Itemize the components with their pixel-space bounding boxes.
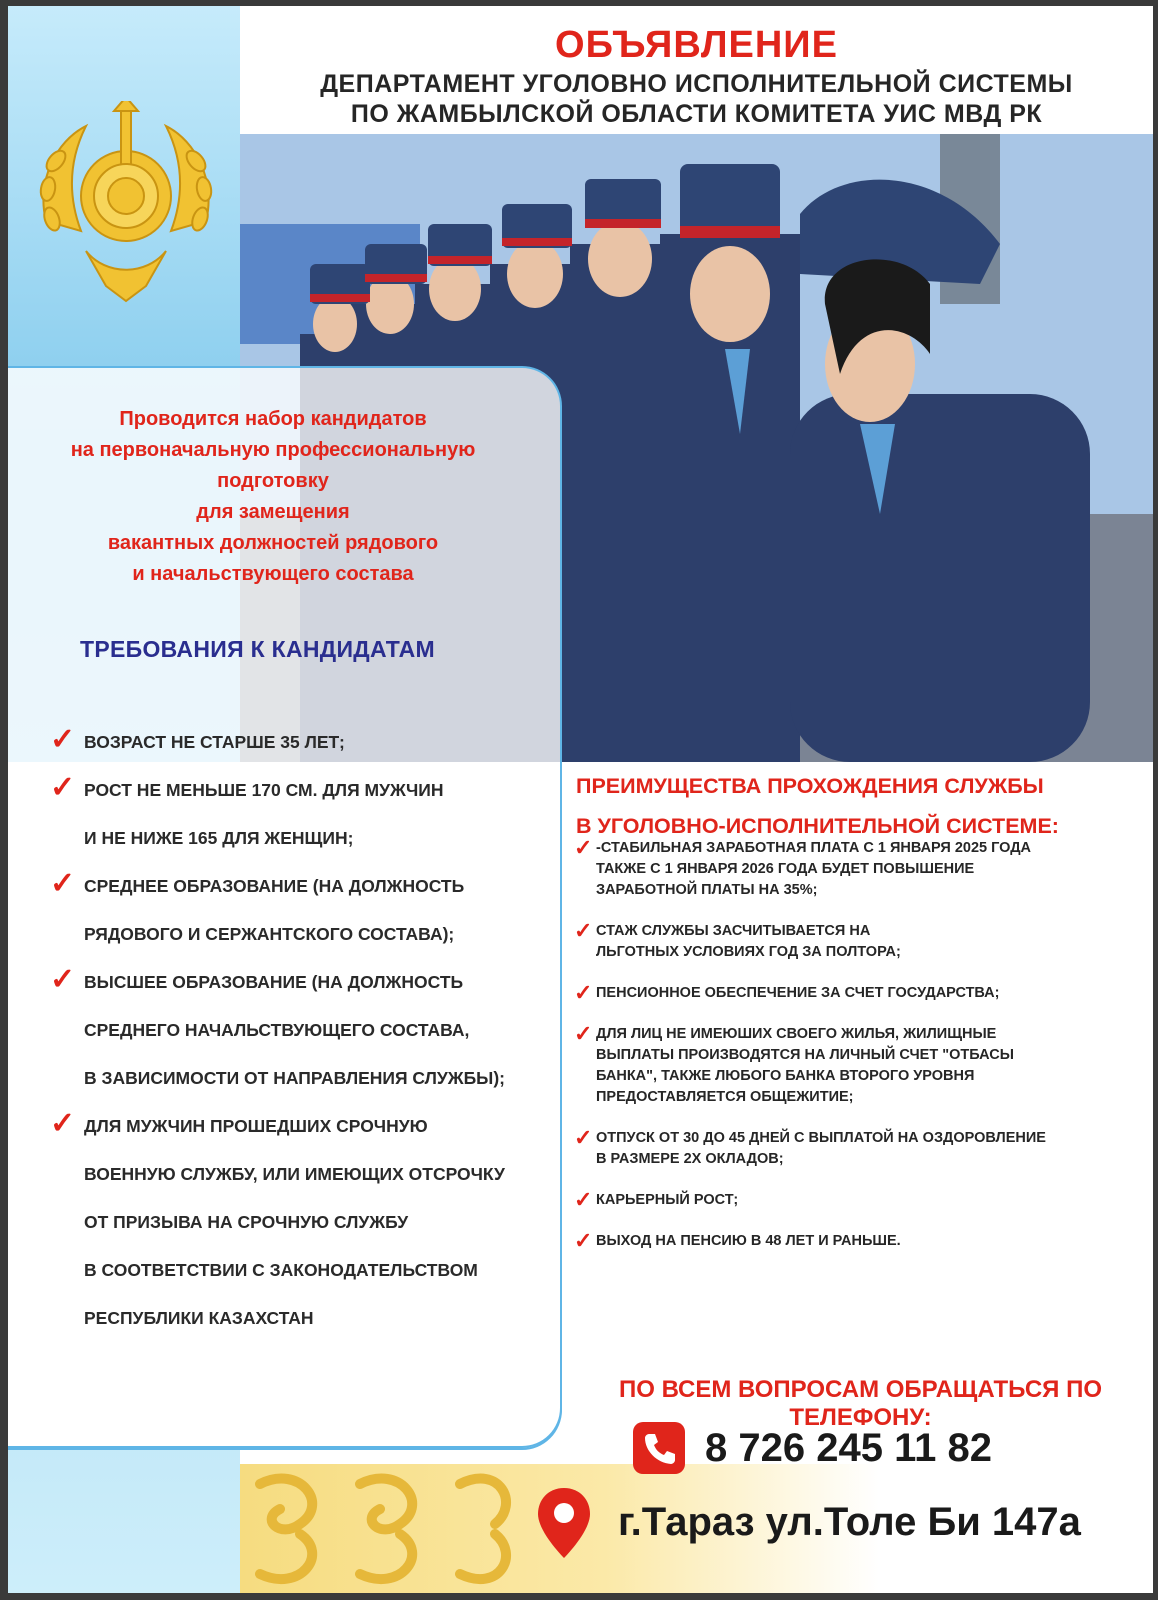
requirement-line: ОТ ПРИЗЫВА НА СРОЧНУЮ СЛУЖБУ <box>84 1212 409 1232</box>
advantage-line: СТАЖ СЛУЖБЫ ЗАСЧИТЫВАЕТСЯ НА <box>596 923 871 939</box>
checkmark-icon: ✓ <box>574 1228 593 1253</box>
advantage-line: БАНКА", ТАКЖЕ ЛЮБОГО БАНКА ВТОРОГО УРОВНЯ <box>596 1068 975 1084</box>
advantage-line: ПЕНСИОННОЕ ОБЕСПЕЧЕНИЕ ЗА СЧЕТ ГОСУДАРСТВА; <box>596 985 1000 1001</box>
address-text: г.Тараз ул.Толе Би 147а <box>618 1500 1081 1544</box>
checkmark-icon: ✓ <box>574 1125 593 1150</box>
advantages-list <box>574 835 1144 1272</box>
poster <box>8 6 1153 1593</box>
recruitment-line: и начальствующего состава <box>132 563 414 585</box>
requirement-line: В СООТВЕТСТВИИ С ЗАКОНОДАТЕЛЬСТВОМ <box>84 1260 478 1280</box>
advantage-line: ВЫХОД НА ПЕНСИЮ В 48 ЛЕТ И РАНЬШЕ. <box>596 1233 901 1249</box>
department-line-2: ПО ЖАМБЫЛСКОЙ ОБЛАСТИ КОМИТЕТА УИС МВД РК <box>350 100 1043 128</box>
location-pin-icon <box>534 1486 594 1561</box>
contact-title: ПО ВСЕМ ВОПРОСАМ ОБРАЩАТЬСЯ ПО ТЕЛЕФОНУ: <box>619 1376 1102 1431</box>
requirement-line: РОСТ НЕ МЕНЬШЕ 170 СМ. ДЛЯ МУЖЧИН <box>84 780 444 800</box>
requirement-line: ВЫСШЕЕ ОБРАЗОВАНИЕ (НА ДОЛЖНОСТЬ <box>84 972 464 992</box>
advantage-line: ПРЕДОСТАВЛЯЕТСЯ ОБЩЕЖИТИЕ; <box>596 1089 854 1105</box>
requirement-line: И НЕ НИЖЕ 165 ДЛЯ ЖЕНЩИН; <box>84 828 354 848</box>
advantage-item <box>574 1187 1144 1212</box>
recruitment-line: вакантных должностей рядового <box>107 532 439 554</box>
advantage-line: ОТПУСК ОТ 30 ДО 45 ДНЕЙ С ВЫПЛАТОЙ НА ОЗДОРОВЛЕНИЕ <box>596 1130 1046 1146</box>
recruitment-line: на первоначальную профессиональную <box>70 439 476 461</box>
advantages-title-line: В УГОЛОВНО-ИСПОЛНИТЕЛЬНОЙ СИСТЕМЕ: <box>576 814 1059 838</box>
announcement-title: ОБЪЯВЛЕНИЕ <box>555 24 838 66</box>
requirement-line: СРЕДНЕГО НАЧАЛЬСТВУЮЩЕГО СОСТАВА, <box>84 1020 470 1040</box>
requirement-line: В ЗАВИСИМОСТИ ОТ НАПРАВЛЕНИЯ СЛУЖБЫ); <box>84 1068 505 1088</box>
phone-icon <box>633 1422 685 1474</box>
department-line-1: ДЕПАРТАМЕНТ УГОЛОВНО ИСПОЛНИТЕЛЬНОЙ СИСТЕМЫ <box>320 70 1073 98</box>
ornament-icon <box>240 1464 520 1593</box>
requirement-line: ДЛЯ МУЖЧИН ПРОШЕДШИХ СРОЧНУЮ <box>84 1116 428 1136</box>
requirement-line: РЕСПУБЛИКИ КАЗАХСТАН <box>84 1308 314 1328</box>
advantage-line: ЛЬГОТНЫХ УСЛОВИЯХ ГОД ЗА ПОЛТОРА; <box>596 944 901 960</box>
checkmark-icon: ✓ <box>50 1107 76 1140</box>
requirement-line: СРЕДНЕЕ ОБРАЗОВАНИЕ (НА ДОЛЖНОСТЬ <box>84 876 465 896</box>
advantage-line: КАРЬЕРНЫЙ РОСТ; <box>596 1192 739 1208</box>
requirements-title: ТРЕБОВАНИЯ К КАНДИДАТАМ <box>80 636 436 662</box>
recruitment-line: Проводится набор кандидатов <box>119 408 427 430</box>
advantages-title-line: ПРЕИМУЩЕСТВА ПРОХОЖДЕНИЯ СЛУЖБЫ <box>576 774 1044 798</box>
requirement-item <box>50 958 560 1102</box>
requirement-line: ВОЗРАСТ НЕ СТАРШЕ 35 ЛЕТ; <box>84 732 345 752</box>
advantage-item <box>574 1021 1144 1108</box>
advantage-item <box>574 835 1144 901</box>
checkmark-icon: ✓ <box>50 867 76 900</box>
requirement-item <box>50 718 560 766</box>
requirement-item <box>50 862 560 958</box>
advantage-item <box>574 1125 1144 1170</box>
advantage-item <box>574 980 1144 1005</box>
advantage-line: В РАЗМЕРЕ 2Х ОКЛАДОВ; <box>596 1151 784 1167</box>
requirement-item <box>50 766 560 862</box>
checkmark-icon: ✓ <box>50 963 76 996</box>
requirement-line: ВОЕННУЮ СЛУЖБУ, ИЛИ ИМЕЮЩИХ ОТСРОЧКУ <box>84 1164 505 1184</box>
advantage-line: ДЛЯ ЛИЦ НЕ ИМЕЮШИХ СВОЕГО ЖИЛЬЯ, ЖИЛИЩНЫЕ <box>596 1026 997 1042</box>
checkmark-icon: ✓ <box>50 723 76 756</box>
recruitment-text <box>28 404 518 590</box>
recruitment-line: для замещения <box>196 501 350 523</box>
emblem-icon <box>26 101 226 311</box>
advantage-item <box>574 1228 1144 1253</box>
header <box>240 6 1153 134</box>
advantage-line: -СТАБИЛЬНАЯ ЗАРАБОТНАЯ ПЛАТА С 1 ЯНВАРЯ 2025 ГОДА <box>596 840 1032 856</box>
advantages-title <box>576 766 1146 846</box>
advantage-item <box>574 918 1144 963</box>
advantage-line: ВЫПЛАТЫ ПРОИЗВОДЯТСЯ НА ЛИЧНЫЙ СЧЕТ "ОТБАСЫ <box>596 1047 1014 1063</box>
checkmark-icon: ✓ <box>574 1187 593 1212</box>
advantage-line: ЗАРАБОТНОЙ ПЛАТЫ НА 35%; <box>596 882 818 898</box>
checkmark-icon: ✓ <box>50 771 76 804</box>
checkmark-icon: ✓ <box>574 1021 593 1046</box>
checkmark-icon: ✓ <box>574 835 593 860</box>
requirement-item <box>50 1102 560 1342</box>
phone-number[interactable]: 8 726 245 11 82 <box>705 1426 992 1470</box>
checkmark-icon: ✓ <box>574 918 593 943</box>
requirements-list <box>50 718 560 1342</box>
recruitment-line: подготовку <box>217 470 329 492</box>
checkmark-icon: ✓ <box>574 980 593 1005</box>
advantage-line: ТАКЖЕ С 1 ЯНВАРЯ 2026 ГОДА БУДЕТ ПОВЫШЕНИЕ <box>596 861 975 877</box>
requirement-line: РЯДОВОГО И СЕРЖАНТСКОГО СОСТАВА); <box>84 924 455 944</box>
